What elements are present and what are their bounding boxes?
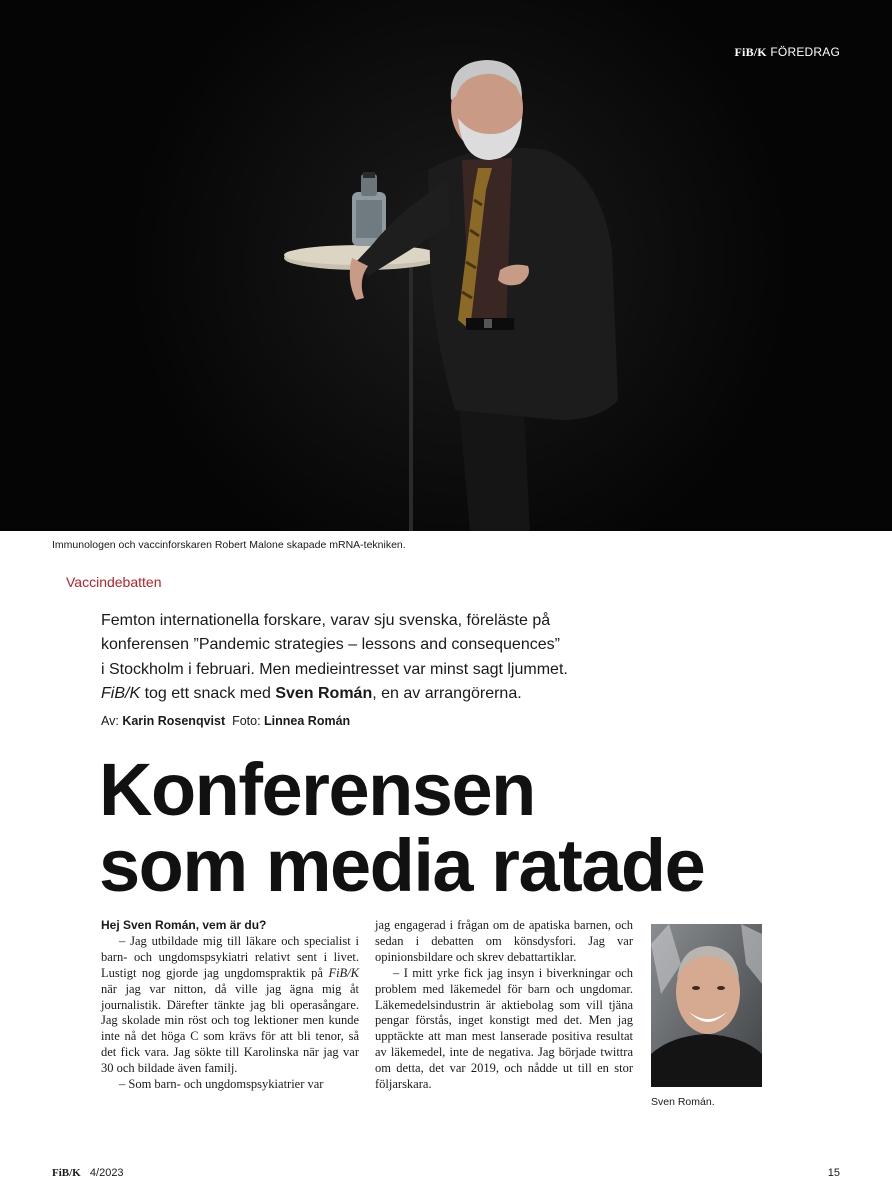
byline-photo-label: Foto: xyxy=(232,714,265,728)
lead-line-2: konferensen ”Pandemic strategies – lessons and consequences” xyxy=(101,636,560,654)
body-column-2 xyxy=(375,918,633,1093)
body-paragraph-3: – I mitt yrke fick jag insyn i biverkningar och problem med läkemedel för barn och ungdomar. Läkemedelsindustrin är aktiebolag som vill tjäna pengar förstås, inget konstigt med det. Men jag upptäckte att man mest lanserade positiva resultat av läkemedel, inte de negativa. Jag började twittra om detta, det var 2019, och nådde ut till en stor följarskara. xyxy=(375,965,633,1092)
byline-photographer: Linnea Román xyxy=(264,714,351,728)
article-kicker: Vaccindebatten xyxy=(66,574,162,590)
body-paragraph-1-a: – Jag utbildade mig till läkare och specialist i barn- och ungdomspsykiatri relativt sent i livet. Lustigt nog gjorde jag ungdomspraktik på xyxy=(101,933,359,980)
section-tag-brand: FiB/K xyxy=(734,45,767,59)
body-paragraph-1-b: när jag var nitton, då ville jag ägna mig åt journalistik. Därefter tänkte jag bli operasångare. Jag skolade min röst och tog lektioner men kunde inte nå det höga C som krävs för att bli tenor, så det fick vara. Jag sökte till Karolinska när jag var 30 och bildade även familj. xyxy=(101,981,359,1076)
lead-magazine-name: FiB/K xyxy=(101,684,141,702)
body-paragraph-1 xyxy=(101,934,359,1077)
footer-issue-number: 4/2023 xyxy=(89,1167,124,1179)
hero-photo-caption: Immunologen och vaccinforskaren Robert Malone skapade mRNA-tekniken. xyxy=(52,539,406,551)
body-paragraph-2-start: – Som barn- och ungdomspsykiatrier var xyxy=(119,1077,324,1092)
lead-line-1: Femton internationella forskare, varav sju svenska, föreläste på xyxy=(101,612,551,629)
article-headline xyxy=(99,748,705,907)
lead-line-4-b: , en av arrangörerna. xyxy=(372,684,522,702)
section-tag xyxy=(735,45,841,60)
body-magazine-name: FiB/K xyxy=(328,965,359,980)
byline xyxy=(101,714,350,728)
lead-interviewee-name: Sven Román xyxy=(275,684,373,702)
footer-brand: FiB/K xyxy=(52,1167,81,1179)
lead-line-3: i Stockholm i februari. Men medieintresset var minst sagt ljummet. xyxy=(101,660,568,678)
section-tag-label: FÖREDRAG xyxy=(770,45,840,59)
footer-issue xyxy=(52,1167,124,1179)
article-lead xyxy=(101,609,661,706)
body-column-1 xyxy=(101,918,359,1093)
portrait-caption: Sven Román. xyxy=(651,1096,715,1108)
page-number: 15 xyxy=(827,1167,840,1179)
byline-author: Karin Rosenqvist xyxy=(122,714,226,728)
speaker-photo-illustration xyxy=(0,0,892,531)
headline-line-2: som media ratade xyxy=(99,824,705,907)
body-paragraph-2-continued: jag engagerad i frågan om de apatiska barnen, och sedan i debatten om könsdysfori. Jag var opinionsbildare och skrev debattartiklar. xyxy=(375,918,633,964)
lead-line-4 xyxy=(101,682,661,706)
hero-photo xyxy=(0,0,892,531)
interviewee-portrait xyxy=(651,924,762,1087)
interview-question: Hej Sven Román, vem är du? xyxy=(101,918,267,932)
byline-author-label: Av: xyxy=(101,714,123,728)
portrait-illustration xyxy=(651,924,762,1087)
headline-line-1: Konferensen xyxy=(99,748,535,831)
lead-line-4-a: tog ett snack med xyxy=(140,684,276,702)
